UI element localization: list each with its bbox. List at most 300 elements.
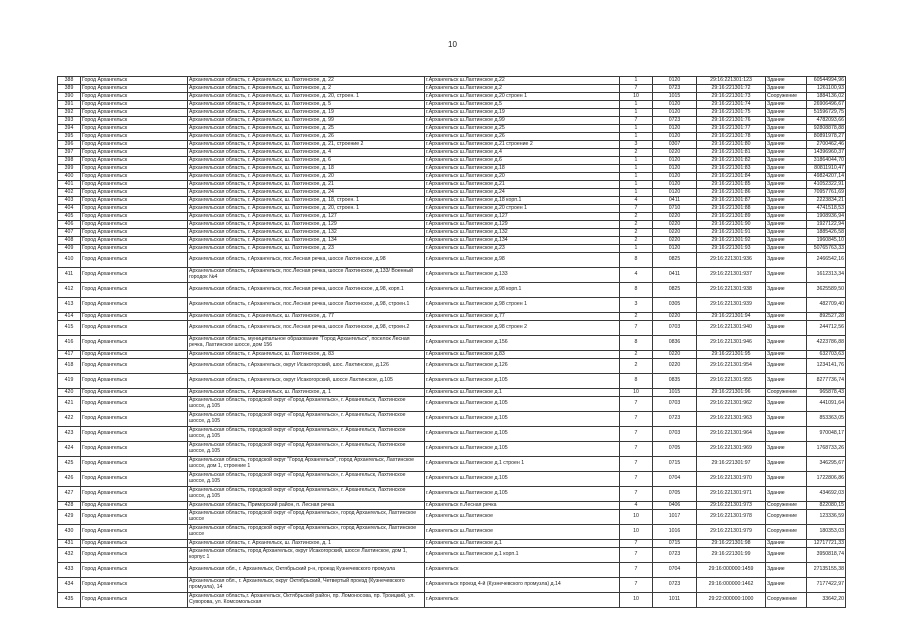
short-address-cell: г.Архангельск ш.Лахтинское д.98 корп.1 (425, 283, 620, 298)
object-type-cell: Здание (766, 268, 807, 283)
object-type-cell: Здание (766, 321, 807, 336)
short-address-cell: г.Архангельск ш.Лахтинское д.21 (425, 181, 620, 189)
short-address-cell: г.Архангельск ш.Лахтинское д.26 (425, 133, 620, 141)
group-cell: 7 (620, 427, 653, 442)
row-number: 423 (58, 427, 81, 442)
short-address-cell: г.Архангельск ш.Лахтинское д.1 корп.1 (425, 548, 620, 563)
short-address-cell: г.Архангельск ш.Лахтинское д.105 (425, 412, 620, 427)
table-row (58, 77, 846, 85)
group-cell: 8 (620, 374, 653, 389)
full-address-cell: Архангельская область,г. Архангельск, Октябрьский район, пр. Ломоносова, пр. Троицкий, ул. Суворова, ул. Комсомольская (188, 593, 425, 608)
short-address-cell: г.Архангельск ш.Лахтинское д.83 (425, 351, 620, 359)
cadastral-value-cell: 892527,28 (807, 313, 846, 321)
city-cell: Город Архангельск (81, 197, 188, 205)
code-cell: 0220 (653, 351, 697, 359)
city-cell: Город Архангельск (81, 502, 188, 510)
table-row (58, 197, 846, 205)
short-address-cell: г.Архангельск ш.Лахтинское д.20 строен 1 (425, 205, 620, 213)
cadastral-value-cell: 8277736,74 (807, 374, 846, 389)
code-cell: 0715 (653, 540, 697, 548)
code-cell: 0825 (653, 283, 697, 298)
short-address-cell: г.Архангельск п.Лесная речка (425, 502, 620, 510)
code-cell: 0220 (653, 149, 697, 157)
city-cell: Город Архангельск (81, 117, 188, 125)
object-type-cell: Сооружение (766, 593, 807, 608)
group-cell: 3 (620, 141, 653, 149)
short-address-cell: г.Архангельск ш.Лахтинское д.126 (425, 359, 620, 374)
short-address-cell: г.Архангельск ш.Лахтинское д.77 (425, 313, 620, 321)
short-address-cell: г.Архангельск ш.Лахтинское д.2 (425, 85, 620, 93)
city-cell: Город Архангельск (81, 149, 188, 157)
code-cell: 0825 (653, 253, 697, 268)
city-cell: Город Архангельск (81, 253, 188, 268)
row-number: 433 (58, 563, 81, 578)
city-cell: Город Архангельск (81, 563, 188, 578)
cadastral-value-cell: 26906496,67 (807, 101, 846, 109)
table-row (58, 397, 846, 412)
city-cell: Город Архангельск (81, 351, 188, 359)
object-type-cell: Здание (766, 457, 807, 472)
group-cell: 7 (620, 412, 653, 427)
object-type-cell: Здание (766, 117, 807, 125)
group-cell: 2 (620, 213, 653, 221)
table-row (58, 578, 846, 593)
city-cell: Город Архангельск (81, 487, 188, 502)
cadastral-number-cell: 29:16:221301:98 (697, 540, 766, 548)
group-cell: 10 (620, 510, 653, 525)
code-cell: 0411 (653, 268, 697, 283)
full-address-cell: Архангельская область, городской округ «Город Архангельск», г. Архангельск, Лахтинское шоссе, д.105 (188, 472, 425, 487)
cadastral-value-cell: 3950818,74 (807, 548, 846, 563)
cadastral-number-cell: 29:16:221301:74 (697, 101, 766, 109)
row-number: 403 (58, 197, 81, 205)
cadastral-number-cell: 29:16:221301:90 (697, 221, 766, 229)
cadastral-number-cell: 29:16:221301:75 (697, 109, 766, 117)
short-address-cell: г.Архангельск ш.Лахтинское д.132 (425, 229, 620, 237)
code-cell: 0836 (653, 336, 697, 351)
group-cell: 7 (620, 85, 653, 93)
short-address-cell: г.Архангельск ш.Лахтинское д.23 (425, 245, 620, 253)
cadastral-number-cell: 29:16:221301:938 (697, 283, 766, 298)
full-address-cell: Архангельская область, г. Архангельск, ш. Лахтинское, д. 132 (188, 229, 425, 237)
full-address-cell: Архангельская область, г.Архангельск, пос.Лесная речка, шоссе Лахтинское, д.98, строен.1 (188, 298, 425, 313)
object-type-cell: Здание (766, 397, 807, 412)
code-cell: 0307 (653, 141, 697, 149)
code-cell: 0723 (653, 117, 697, 125)
cadastral-value-cell: 853363,05 (807, 412, 846, 427)
city-cell: Город Архангельск (81, 237, 188, 245)
cadastral-number-cell: 29:16:221301:955 (697, 374, 766, 389)
full-address-cell: Архангельская область, г. Архангельск, ш. Лахтинское, д. 24 (188, 189, 425, 197)
object-type-cell: Сооружение (766, 525, 807, 540)
group-cell: 7 (620, 487, 653, 502)
cadastral-number-cell: 29:16:221301:978 (697, 510, 766, 525)
table-row (58, 229, 846, 237)
row-number: 399 (58, 165, 81, 173)
city-cell: Город Архангельск (81, 412, 188, 427)
cadastral-value-cell: 1722806,86 (807, 472, 846, 487)
cadastral-value-cell: 2700462,46 (807, 141, 846, 149)
table-row (58, 298, 846, 313)
table-row (58, 487, 846, 502)
group-cell: 1 (620, 133, 653, 141)
row-number: 419 (58, 374, 81, 389)
table-row (58, 205, 846, 213)
table-row (58, 133, 846, 141)
cadastral-value-cell: 27135155,38 (807, 563, 846, 578)
object-type-cell: Здание (766, 141, 807, 149)
full-address-cell: Архангельская область, г. Архангельск, ш. Лахтинское, д. 21, строение 2 (188, 141, 425, 149)
short-address-cell: г.Архангельск (425, 593, 620, 608)
cadastral-value-cell: 70957761,69 (807, 189, 846, 197)
cadastral-number-cell: 29:16:221301:84 (697, 173, 766, 181)
cadastral-value-cell: 14396960,37 (807, 149, 846, 157)
object-type-cell: Здание (766, 181, 807, 189)
full-address-cell: Архангельская область, г. Архангельск, ш. Лахтинское, д. 20, строен. 1 (188, 93, 425, 101)
cadastral-number-cell: 29:16:221301:91 (697, 229, 766, 237)
table-row (58, 593, 846, 608)
object-type-cell: Сооружение (766, 389, 807, 397)
code-cell: 0120 (653, 181, 697, 189)
row-number: 406 (58, 221, 81, 229)
city-cell: Город Архангельск (81, 336, 188, 351)
table-row (58, 389, 846, 397)
table-row (58, 109, 846, 117)
city-cell: Город Архангельск (81, 213, 188, 221)
full-address-cell: Архангельская область, г. Архангельск, ш. Лахтинское, д. 6 (188, 157, 425, 165)
cadastral-number-cell: 29:16:221301:72 (697, 85, 766, 93)
cadastral-number-cell: 29:22:000000:1000 (697, 593, 766, 608)
object-type-cell: Здание (766, 245, 807, 253)
city-cell: Город Архангельск (81, 457, 188, 472)
city-cell: Город Архангельск (81, 165, 188, 173)
city-cell: Город Архангельск (81, 245, 188, 253)
cadastral-value-cell: 51596729,75 (807, 109, 846, 117)
object-type-cell: Здание (766, 351, 807, 359)
object-type-cell: Здание (766, 298, 807, 313)
object-type-cell: Здание (766, 540, 807, 548)
group-cell: 1 (620, 181, 653, 189)
short-address-cell: г.Архангельск ш.Лахтинское д.4 (425, 149, 620, 157)
group-cell: 1 (620, 157, 653, 165)
code-cell: 0120 (653, 101, 697, 109)
registry-table-body (58, 77, 846, 608)
cadastral-number-cell: 29:16:000000:1459 (697, 563, 766, 578)
row-number: 427 (58, 487, 81, 502)
city-cell: Город Архангельск (81, 173, 188, 181)
object-type-cell: Здание (766, 253, 807, 268)
short-address-cell: г.Архангельск ш.Лахтинское д.98 (425, 253, 620, 268)
city-cell: Город Архангельск (81, 548, 188, 563)
table-row (58, 548, 846, 563)
code-cell: 0705 (653, 442, 697, 457)
city-cell: Город Архангельск (81, 221, 188, 229)
row-number: 432 (58, 548, 81, 563)
code-cell: 0220 (653, 313, 697, 321)
city-cell: Город Архангельск (81, 141, 188, 149)
cadastral-value-cell: 2223834,21 (807, 197, 846, 205)
group-cell: 7 (620, 117, 653, 125)
cadastral-value-cell: 49824207,14 (807, 173, 846, 181)
city-cell: Город Архангельск (81, 578, 188, 593)
code-cell: 0220 (653, 359, 697, 374)
row-number: 407 (58, 229, 81, 237)
table-row (58, 283, 846, 298)
cadastral-number-cell: 29:16:221301:979 (697, 525, 766, 540)
row-number: 391 (58, 101, 81, 109)
object-type-cell: Здание (766, 173, 807, 181)
city-cell: Город Архангельск (81, 205, 188, 213)
table-row (58, 253, 846, 268)
code-cell: 0704 (653, 563, 697, 578)
row-number: 422 (58, 412, 81, 427)
cadastral-number-cell: 29:16:221301:936 (697, 253, 766, 268)
short-address-cell: г.Архангельск ш.Лахтинское д.133 (425, 268, 620, 283)
object-type-cell: Сооружение (766, 502, 807, 510)
short-address-cell: г.Архангельск ш.Лахтинское д.129 (425, 221, 620, 229)
object-type-cell: Здание (766, 165, 807, 173)
table-row (58, 359, 846, 374)
cadastral-value-cell: 434692,03 (807, 487, 846, 502)
table-row (58, 563, 846, 578)
cadastral-value-cell: 7177422,97 (807, 578, 846, 593)
row-number: 405 (58, 213, 81, 221)
table-row (58, 502, 846, 510)
object-type-cell: Здание (766, 149, 807, 157)
cadastral-number-cell: 29:16:221301:969 (697, 442, 766, 457)
city-cell: Город Архангельск (81, 510, 188, 525)
city-cell: Город Архангельск (81, 93, 188, 101)
full-address-cell: Архангельская область, городской округ «Город Архангельск», г. Архангельск, Лахтинское шоссе, д.105 (188, 442, 425, 457)
row-number: 398 (58, 157, 81, 165)
row-number: 400 (58, 173, 81, 181)
cadastral-value-cell: 965878,43 (807, 389, 846, 397)
row-number: 416 (58, 336, 81, 351)
city-cell: Город Архангельск (81, 189, 188, 197)
cadastral-value-cell: 3625589,50 (807, 283, 846, 298)
short-address-cell: г.Архангельск ш.Лахтинское д.1 (425, 389, 620, 397)
cadastral-number-cell: 29:16:221301:80 (697, 141, 766, 149)
code-cell: 1017 (653, 510, 697, 525)
short-address-cell: г.Архангельск ш.Лахтинское д.21 строение 2 (425, 141, 620, 149)
cadastral-number-cell: 29:16:221301:73 (697, 93, 766, 101)
short-address-cell: г.Архангельск ш.Лахтинское д.105 (425, 487, 620, 502)
page-number: 10 (448, 40, 457, 49)
code-cell: 0703 (653, 321, 697, 336)
table-row (58, 510, 846, 525)
full-address-cell: Архангельская область, г. Архангельск, ш. Лахтинское, д. 134 (188, 237, 425, 245)
row-number: 388 (58, 77, 81, 85)
group-cell: 7 (620, 442, 653, 457)
cadastral-value-cell: 4782093,66 (807, 117, 846, 125)
object-type-cell: Здание (766, 412, 807, 427)
cadastral-number-cell: 29:16:221301:81 (697, 149, 766, 157)
short-address-cell: г.Архангельск ш.Лахтинское д.127 (425, 213, 620, 221)
full-address-cell: Архангельская область, г. Архангельск, ш. Лахтинское, д. 99 (188, 117, 425, 125)
short-address-cell: г.Архангельск ш.Лахтинское д.18 (425, 165, 620, 173)
full-address-cell: Архангельская область, город Архангельск, округ Исакогорский, шоссе Лахтинское, дом 1, корпус 1 (188, 548, 425, 563)
table-row (58, 181, 846, 189)
row-number: 425 (58, 457, 81, 472)
group-cell: 8 (620, 283, 653, 298)
group-cell: 7 (620, 563, 653, 578)
object-type-cell: Здание (766, 85, 807, 93)
object-type-cell: Сооружение (766, 510, 807, 525)
row-number: 414 (58, 313, 81, 321)
code-cell: 0705 (653, 487, 697, 502)
row-number: 411 (58, 268, 81, 283)
cadastral-value-cell: 2466542,16 (807, 253, 846, 268)
cadastral-value-cell: 1884136,02 (807, 93, 846, 101)
city-cell: Город Архангельск (81, 77, 188, 85)
group-cell: 1 (620, 77, 653, 85)
cadastral-value-cell: 80811910,47 (807, 165, 846, 173)
city-cell: Город Архангельск (81, 359, 188, 374)
row-number: 424 (58, 442, 81, 457)
short-address-cell: г.Архангельск ш.Лахтинское д.105 (425, 442, 620, 457)
object-type-cell: Здание (766, 472, 807, 487)
code-cell: 0305 (653, 298, 697, 313)
row-number: 418 (58, 359, 81, 374)
cadastral-value-cell: 12717721,33 (807, 540, 846, 548)
cadastral-value-cell: 482709,40 (807, 298, 846, 313)
cadastral-value-cell: 92808878,88 (807, 125, 846, 133)
full-address-cell: Архангельская область, г. Архангельск, ш. Лахтинское, д. 1 (188, 389, 425, 397)
group-cell: 4 (620, 197, 653, 205)
group-cell: 7 (620, 321, 653, 336)
cadastral-value-cell: 123336,59 (807, 510, 846, 525)
cadastral-number-cell: 29:16:221301:99 (697, 548, 766, 563)
object-type-cell: Здание (766, 77, 807, 85)
cadastral-number-cell: 29:16:221301:123 (697, 77, 766, 85)
group-cell: 10 (620, 525, 653, 540)
object-type-cell: Здание (766, 442, 807, 457)
full-address-cell: Архангельская область, г. Архангельск, ш. Лахтинское, д. 20, строен. 1 (188, 205, 425, 213)
short-address-cell: г.Архангельск ш.Лахтинское д.18 корп.1 (425, 197, 620, 205)
city-cell: Город Архангельск (81, 109, 188, 117)
code-cell: 0120 (653, 133, 697, 141)
group-cell: 3 (620, 298, 653, 313)
table-row (58, 157, 846, 165)
row-number: 429 (58, 510, 81, 525)
cadastral-number-cell: 29:16:221301:94 (697, 313, 766, 321)
city-cell: Город Архангельск (81, 313, 188, 321)
short-address-cell: г.Архангельск ш.Лахтинское д.98 строен 1 (425, 298, 620, 313)
code-cell: 0723 (653, 412, 697, 427)
row-number: 430 (58, 525, 81, 540)
code-cell: 0220 (653, 229, 697, 237)
cadastral-number-cell: 29:16:221301:77 (697, 125, 766, 133)
city-cell: Город Архангельск (81, 540, 188, 548)
code-cell: 0120 (653, 109, 697, 117)
group-cell: 2 (620, 237, 653, 245)
city-cell: Город Архангельск (81, 181, 188, 189)
group-cell: 10 (620, 389, 653, 397)
short-address-cell: г.Архангельск ш.Лахтинское д.19 (425, 109, 620, 117)
cadastral-number-cell: 29:16:221301:937 (697, 268, 766, 283)
cadastral-value-cell: 50765763,33 (807, 245, 846, 253)
group-cell: 7 (620, 397, 653, 412)
group-cell: 7 (620, 205, 653, 213)
full-address-cell: Архангельская область, г. Архангельск, ш. Лахтинское, д. 23 (188, 245, 425, 253)
table-row (58, 85, 846, 93)
code-cell: 0120 (653, 245, 697, 253)
row-number: 420 (58, 389, 81, 397)
full-address-cell: Архангельская область, г. Архангельск, ш. Лахтинское, д. 83 (188, 351, 425, 359)
cadastral-number-cell: 29:16:221301:95 (697, 351, 766, 359)
short-address-cell: г.Архангельск ш.Лахтинское д.1 строен 1 (425, 457, 620, 472)
city-cell: Город Архангельск (81, 321, 188, 336)
city-cell: Город Архангельск (81, 133, 188, 141)
full-address-cell: Архангельская область, г. Архангельск, ш. Лахтинское, д. 26 (188, 133, 425, 141)
city-cell: Город Архангельск (81, 525, 188, 540)
group-cell: 1 (620, 101, 653, 109)
city-cell: Город Архангельск (81, 397, 188, 412)
cadastral-value-cell: 1261100,93 (807, 85, 846, 93)
code-cell: 0835 (653, 374, 697, 389)
short-address-cell: г.Архангельск ш.Лахтинское д.105 (425, 427, 620, 442)
city-cell: Город Архангельск (81, 442, 188, 457)
table-row (58, 245, 846, 253)
code-cell: 0704 (653, 472, 697, 487)
short-address-cell: г.Архангельск ш.Лахтинское д.20 строен 1 (425, 93, 620, 101)
object-type-cell: Здание (766, 109, 807, 117)
full-address-cell: Архангельская область, г. Архангельск, ш. Лахтинское, д. 19 (188, 109, 425, 117)
object-type-cell: Здание (766, 487, 807, 502)
code-cell: 0411 (653, 197, 697, 205)
cadastral-number-cell: 29:16:221301:971 (697, 487, 766, 502)
object-type-cell: Здание (766, 205, 807, 213)
cadastral-value-cell: 31864044,70 (807, 157, 846, 165)
cadastral-value-cell: 1612313,34 (807, 268, 846, 283)
cadastral-value-cell: 346295,67 (807, 457, 846, 472)
table-row (58, 472, 846, 487)
group-cell: 7 (620, 578, 653, 593)
full-address-cell: Архангельская область, г. Архангельск, ш. Лахтинское, д. 127 (188, 213, 425, 221)
object-type-cell: Здание (766, 157, 807, 165)
code-cell: 1015 (653, 389, 697, 397)
city-cell: Город Архангельск (81, 389, 188, 397)
code-cell: 0406 (653, 502, 697, 510)
group-cell: 10 (620, 593, 653, 608)
group-cell: 2 (620, 149, 653, 157)
cadastral-number-cell: 29:16:221301:86 (697, 189, 766, 197)
full-address-cell: Архангельская область, г.Архангельск, округ Исакогорский, шос. Лахтинское, д.126 (188, 359, 425, 374)
city-cell: Город Архангельск (81, 268, 188, 283)
full-address-cell: Архангельская область, городской округ «Город Архангельск», г. Архангельск, Лахтинское шоссе, д.105 (188, 427, 425, 442)
city-cell: Город Архангельск (81, 101, 188, 109)
table-row (58, 165, 846, 173)
group-cell: 1 (620, 165, 653, 173)
cadastral-number-cell: 29:16:221301:87 (697, 197, 766, 205)
group-cell: 1 (620, 109, 653, 117)
short-address-cell: г.Архангельск ш.Лахтинское (425, 525, 620, 540)
code-cell: 0703 (653, 427, 697, 442)
group-cell: 10 (620, 93, 653, 101)
group-cell: 2 (620, 351, 653, 359)
object-type-cell: Здание (766, 197, 807, 205)
cadastral-value-cell: 80891978,27 (807, 133, 846, 141)
row-number: 404 (58, 205, 81, 213)
object-type-cell: Здание (766, 213, 807, 221)
row-number: 434 (58, 578, 81, 593)
object-type-cell: Здание (766, 189, 807, 197)
short-address-cell: г.Архангельск ш.Лахтинское д.6 (425, 157, 620, 165)
code-cell: 0120 (653, 77, 697, 85)
table-row (58, 125, 846, 133)
row-number: 392 (58, 109, 81, 117)
group-cell: 2 (620, 221, 653, 229)
